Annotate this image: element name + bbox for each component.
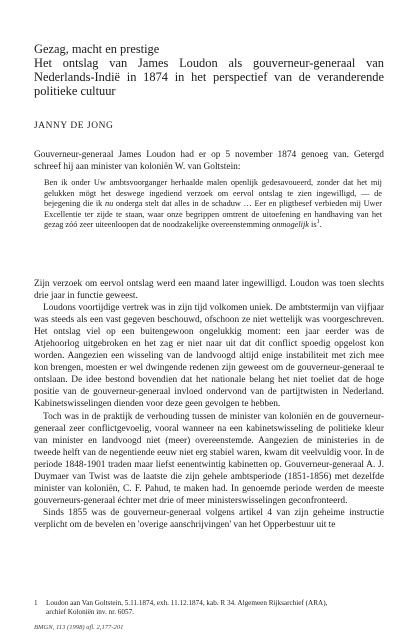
journal-reference: BMGN, 113 (1998) afl. 2,177-201 [34,624,124,631]
body-paragraph: Zijn verzoek om eervol ontslag werd een maand later ingewilligd. Loudon was toen slechts drie jaar in functie geweest. [34,279,384,302]
footnote-text: Loudon aan Van Goltstein, 5.11.1874, exh. 11.12.1874, kab. R 34. Algemeen Rijksarchief (ARA), [46,599,328,607]
title-line-subtitle: Het ontslag van James Loudon als gouverneur-generaal van Nederlands-Indië in 1874 in het perspectief van de veranderende politieke cultuur [34,56,384,98]
quote-text-end: . [319,220,322,229]
author-name: JANNY DE JONG [34,121,114,131]
article-title [34,42,384,98]
intro-paragraph: Gouverneur-generaal James Loudon had er op 5 november 1874 genoeg van. Getergd schreef hij aan minister van koloniën W. van Goltstein: [34,150,384,172]
quote-text-1: Ben ik onder Uw ambtsvoorganger herhaalde malen openlijk gedesavoueerd, zonder dat het mij gelukken mögt het deswege ingediend verzoek om eervol ontslag te zien ingewilligd, — de bejegening die ik [44,178,382,208]
body-paragraph: Toch was in de praktijk de verhouding tussen de minister van koloniën en de gouverneur-generaal zeer conflictgevoelig, vooral wanneer na een kabinetswisseling de politieke kleur van minister en landvoogd niet (meer) overeenstemde. Aangezien de ministeries in de tweede helft van de negentiende eeuw niet erg stabiel waren, kwam dit veelvuldig voor. In de periode 1848-1901 traden maar liefst eenentwintig kabinetten op. Gouverneur-generaal A. J. Duymaer van Twist was de laatste die zijn gehele ambtsperiode (1851-1856) met dezelfde minister van koloniën, C. F. Pahud, te maken had. In genoemde periode werden de meeste gouverneurs-generaal échter met drie of meer ministerswisselingen geconfronteerd. [34,411,384,506]
title-line-main: Gezag, macht en prestige [34,42,160,56]
quote-italic-onmogelijk: onmogelijk [272,220,309,229]
footnote [34,599,384,617]
quote-text-2: ondergа stelt dat alles in de schaduw … Eer en pligtbesef verbieden mij Uwer Excellentie ter zijde te staan, waar onze begrippen omtrent de uitoefening en handhaving van het gezag zóó zeer uiteenloopen dat de noodzakelijke overeenstemming [44,199,382,229]
footnote-number: 1 [34,599,38,607]
footnote-continuation: archief Koloniën inv. nr. 6057. [46,608,134,616]
body-paragraph: Sinds 1855 was de gouverneur-generaal volgens artikel 4 van zijn geheime instructie verplicht om de bevelen en 'overige aanschrijvingen' van het Opperbestuur uit te [34,507,384,530]
quote-text-3: is [308,220,317,229]
body-text [34,278,384,531]
body-paragraph: Loudons voortijdige vertrek was in zijn tijd volkomen uniek. De ambtstermijn van vijfjaar was steeds als een vast gegeven beschouwd, ofschoon ze niet wettelijk was voorgeschreven. Het ontslag viel op een buitengewoon ongelukkig moment: een jaar eerder was de Atjehoorlog uitgebroken en het zag er niet naar uit dat dit conflict spoedig opgelost kon worden. Aangezien een wisseling van de landvoogd altijd enige instabiliteit met zich mee kon brengen, moesten er wel dwingende redenen zijn geweest om de gouverneur-generaal te ontslaan. De idee bestond bovendien dat het nationale belang het niet toeliet dat de hoge positie van de gouverneur-generaal invloed ondervond van de partijtwisten in Nederland. Kabinetswisselingen dienden voor deze geen gevolgen te hebben. [34,303,384,410]
block-quote [44,178,382,231]
quote-italic-nu: nu [104,199,114,208]
footnote-reference[interactable]: 1 [316,219,320,226]
